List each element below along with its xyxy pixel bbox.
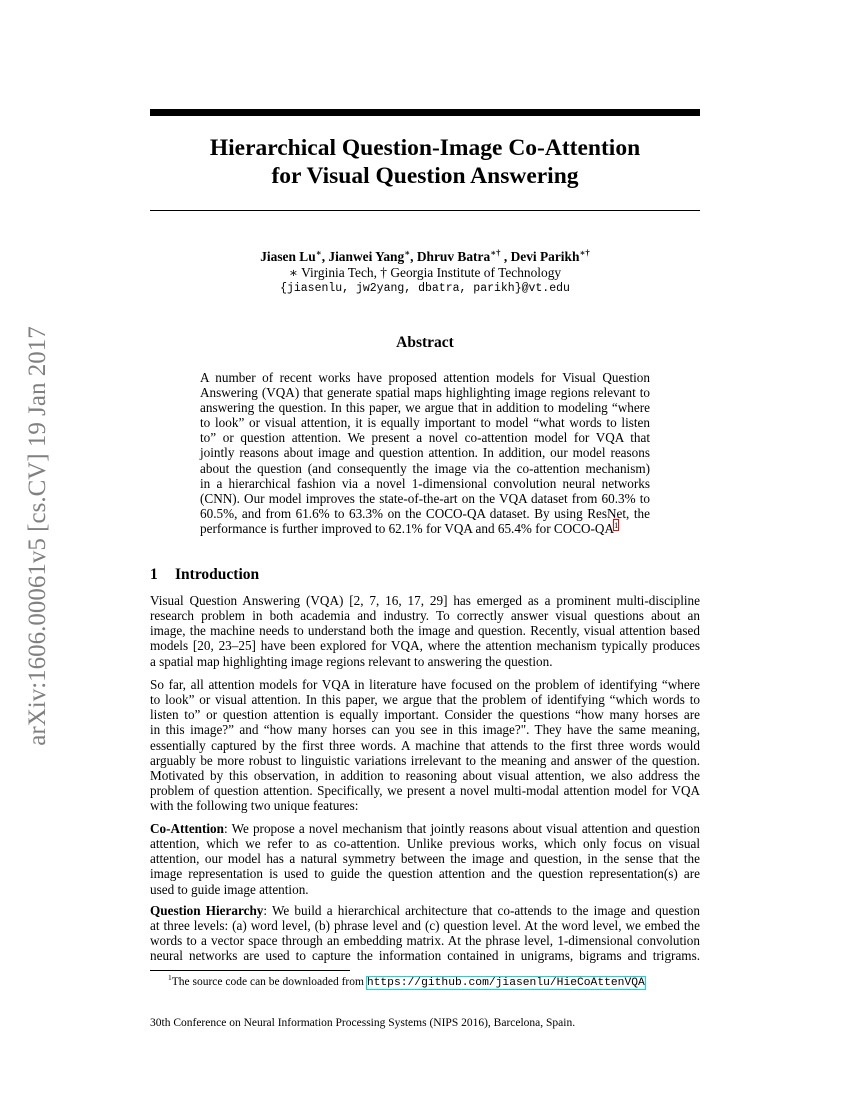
section-heading-introduction — [150, 566, 700, 584]
paragraph-line: attention, which we refer to as co-attention. Unlike previous works, which only focus on visual — [150, 836, 700, 852]
arxiv-sidebar-stamp — [16, 296, 60, 776]
abstract-line: in a hierarchical fashion via a novel 1-dimensional convolution neural networks — [200, 475, 650, 491]
paragraph-line: words to a vector space through an embedding matrix. At the phrase level, 1-dimensional convolution — [150, 933, 700, 949]
abstract-line: (CNN). Our model improves the state-of-the-art on the VQA dataset from 60.3% to — [200, 490, 650, 506]
paragraph-line: attention, our model has a natural symmetry between the image and question, in the sense that the — [150, 851, 700, 867]
conference-note: 30th Conference on Neural Information Processing Systems (NIPS 2016), Barcelona, Spain. — [150, 1017, 576, 1029]
abstract-line-last — [200, 521, 650, 536]
paragraph-line: models [20, 23–25] have been explored for VQA, where the attention mechanism typically produces — [150, 638, 700, 654]
intro-paragraph-question-hierarchy — [150, 903, 700, 964]
paragraph-line: with the following two unique features: — [150, 798, 359, 814]
title-line-1: Hierarchical Question-Image Co-Attention — [209, 135, 641, 161]
section-number: 1 — [150, 566, 158, 583]
footnote-mark: 1 — [168, 973, 172, 983]
abstract-line: to” or question attention. We present a novel co-attention model for VQA that — [200, 430, 650, 446]
paragraph-line: research problem in both academia and industry. To correctly answer visual questions about an — [150, 608, 700, 624]
affiliations: ∗ Virginia Tech, † Georgia Institute of Technology — [288, 265, 562, 280]
paragraph-line: : We build a hierarchical architecture that co-attends to the image and question — [263, 903, 700, 918]
author-emails: {jiasenlu, jw2yang, dbatra, parikh}@vt.edu — [280, 282, 570, 295]
abstract-line: to look” or visual attention, it is equally important to model “what words to listen — [200, 415, 650, 431]
paragraph-line-first — [150, 821, 700, 836]
title-bottom-rule — [150, 210, 700, 211]
footnote — [150, 974, 700, 991]
abstract-line: performance is further improved to 62.1% for VQA and 65.4% for COCO-QA — [200, 520, 614, 536]
paragraph-line: Motivated by this observation, in addition to reasoning about visual attention, we also address the — [150, 767, 700, 783]
paragraph-line: essentially captured by the first three words. A machine that attends to the first three words would — [150, 737, 700, 753]
paragraph-line: So far, all attention models for VQA in literature have focused on the problem of identifying “where — [150, 677, 700, 692]
author-mark: ∗† — [579, 247, 590, 258]
footnote-text: The source code can be downloaded from — [171, 976, 364, 988]
paragraph-line: a spatial map highlighting image regions relevant to answering the question. — [150, 653, 553, 669]
paragraph-line: listen to” or question attention is equally important. Consider the questions “how many horses are — [150, 707, 700, 723]
paragraph-line: at three levels: (a) word level, (b) phrase level and (c) question level. At the word level, we embed the — [150, 918, 700, 934]
paragraph-label: Co-Attention — [150, 821, 224, 836]
author-mark: ∗ — [315, 247, 322, 258]
paragraph-line: neural networks are used to capture the information contained in unigrams, bigrams and trigrams. — [150, 948, 700, 964]
source-code-link[interactable]: https://github.com/jiasenlu/HieCoAttenVQA — [366, 977, 645, 989]
intro-paragraph-co-attention — [150, 821, 700, 897]
author-mark: ∗ — [404, 247, 411, 258]
paragraph-line-first — [150, 903, 700, 918]
paragraph-line: image, the machine needs to understand both the image and question. Recently, visual attention based — [150, 623, 700, 639]
intro-paragraph-2 — [150, 677, 700, 813]
abstract-line: 60.5%, and from 61.6% to 63.3% on the COCO-QA dataset. By using ResNet, the — [200, 505, 650, 521]
abstract-heading: Abstract — [396, 334, 454, 351]
abstract-line: A number of recent works have proposed attention models for Visual Question — [200, 370, 650, 385]
author-list: Jiasen Lu∗, Jianwei Yang∗, Dhruv Batra∗† , Devi Parikh∗† — [260, 247, 590, 264]
section-title: Introduction — [175, 566, 260, 583]
paragraph-line: to look” or visual attention. In this paper, we argue that the problem of identifying “which words to — [150, 692, 700, 708]
author-name: Devi Parikh — [510, 249, 580, 264]
abstract-line: Answering (VQA) that generate spatial maps highlighting image regions relevant to — [200, 385, 650, 401]
paragraph-line: in this image?” and “how many horses can you see in this image?". They have the same meaning, — [150, 722, 700, 738]
author-mark: ∗† — [490, 247, 501, 258]
author-name: Jianwei Yang — [328, 249, 405, 264]
footnote-rule — [150, 970, 350, 971]
paragraph-line: image representation is used to guide the question attention and the question representation(s) are — [150, 866, 700, 882]
author-name: Dhruv Batra — [416, 249, 491, 264]
abstract-line: about the question (and consequently the image via the co-attention mechanism) — [200, 460, 650, 476]
paragraph-line: used to guide image attention. — [150, 881, 309, 897]
abstract-line: jointly reasons about image and question attention. In addition, our model reasons — [200, 445, 650, 461]
footnote-link[interactable]: 1 — [613, 519, 619, 530]
paragraph-line: arguably be more robust to linguistic variations irrelevant to the meaning and answer of the question. — [150, 752, 700, 768]
paragraph-line: problem of question attention. Specifically, we present a novel multi-modal attention model for VQA — [150, 783, 700, 799]
paper-title — [150, 134, 700, 190]
arxiv-identifier: arXiv:1606.00061v5 [cs.CV] 19 Jan 2017 — [24, 326, 51, 746]
author-name: Jiasen Lu — [260, 249, 316, 264]
abstract-body — [200, 370, 650, 536]
title-top-rule — [150, 109, 700, 116]
abstract-line: answering the question. In this paper, we argue that in addition to modeling “where — [200, 400, 650, 416]
title-line-2: for Visual Question Answering — [271, 163, 579, 189]
intro-paragraph-1 — [150, 593, 700, 669]
paragraph-line: Visual Question Answering (VQA) [2, 7, 16, 17, 29] has emerged as a prominent multi-discipline — [150, 593, 700, 608]
paragraph-line: : We propose a novel mechanism that jointly reasons about visual attention and question — [224, 821, 700, 836]
paragraph-label: Question Hierarchy — [150, 903, 264, 918]
